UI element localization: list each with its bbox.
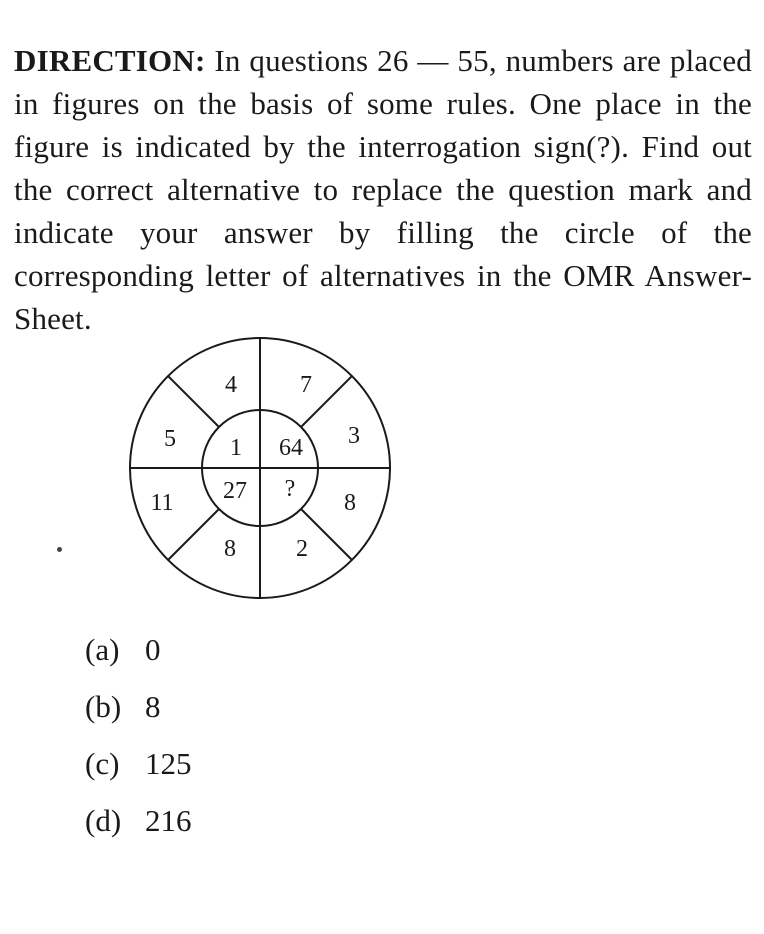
outer-number-upper-right: 3 [348,423,360,449]
option-letter: (d) [85,803,122,838]
number-circle-figure [120,330,400,610]
diagonal-bottom-right [301,509,352,560]
option-a [85,625,385,682]
option-c [85,739,385,796]
outer-number-top-left: 4 [225,372,237,398]
option-value: 125 [145,746,192,781]
outer-number-upper-left: 5 [164,426,176,452]
option-value: 0 [145,632,161,667]
stray-dot [57,547,62,552]
option-d [85,796,385,853]
option-letter: (b) [85,689,122,724]
option-value: 8 [145,689,161,724]
direction-paragraph [14,39,752,340]
option-letter: (a) [85,632,120,667]
inner-number-top-left: 1 [230,435,242,461]
circle-figure-svg [120,330,400,610]
outer-number-bottom-left: 8 [224,536,236,562]
option-letter: (c) [85,746,120,781]
inner-number-top-right: 64 [279,435,303,461]
diagonal-top-left [168,376,219,427]
outer-number-bottom-right: 2 [296,536,308,562]
inner-number-bottom-left: 27 [223,478,247,504]
outer-number-top-right: 7 [300,372,312,398]
answer-options [85,625,385,853]
direction-label: DIRECTION: [14,43,206,78]
option-b [85,682,385,739]
direction-text: In questions 26 — 55, numbers are placed in figures on the basis of some rules. One place in the figure is indicated by the interrogation sign(?). Find out the correct alternative to replace the question mark and indicate your answer by filling the circle of the corresponding letter of alternatives in the OMR Answer-Sheet. [14,43,752,336]
diagonal-bottom-left [168,509,219,560]
outer-number-lower-right: 8 [344,490,356,516]
option-value: 216 [145,803,192,838]
outer-number-lower-left: 11 [150,490,174,516]
inner-question-mark: ? [284,476,296,502]
